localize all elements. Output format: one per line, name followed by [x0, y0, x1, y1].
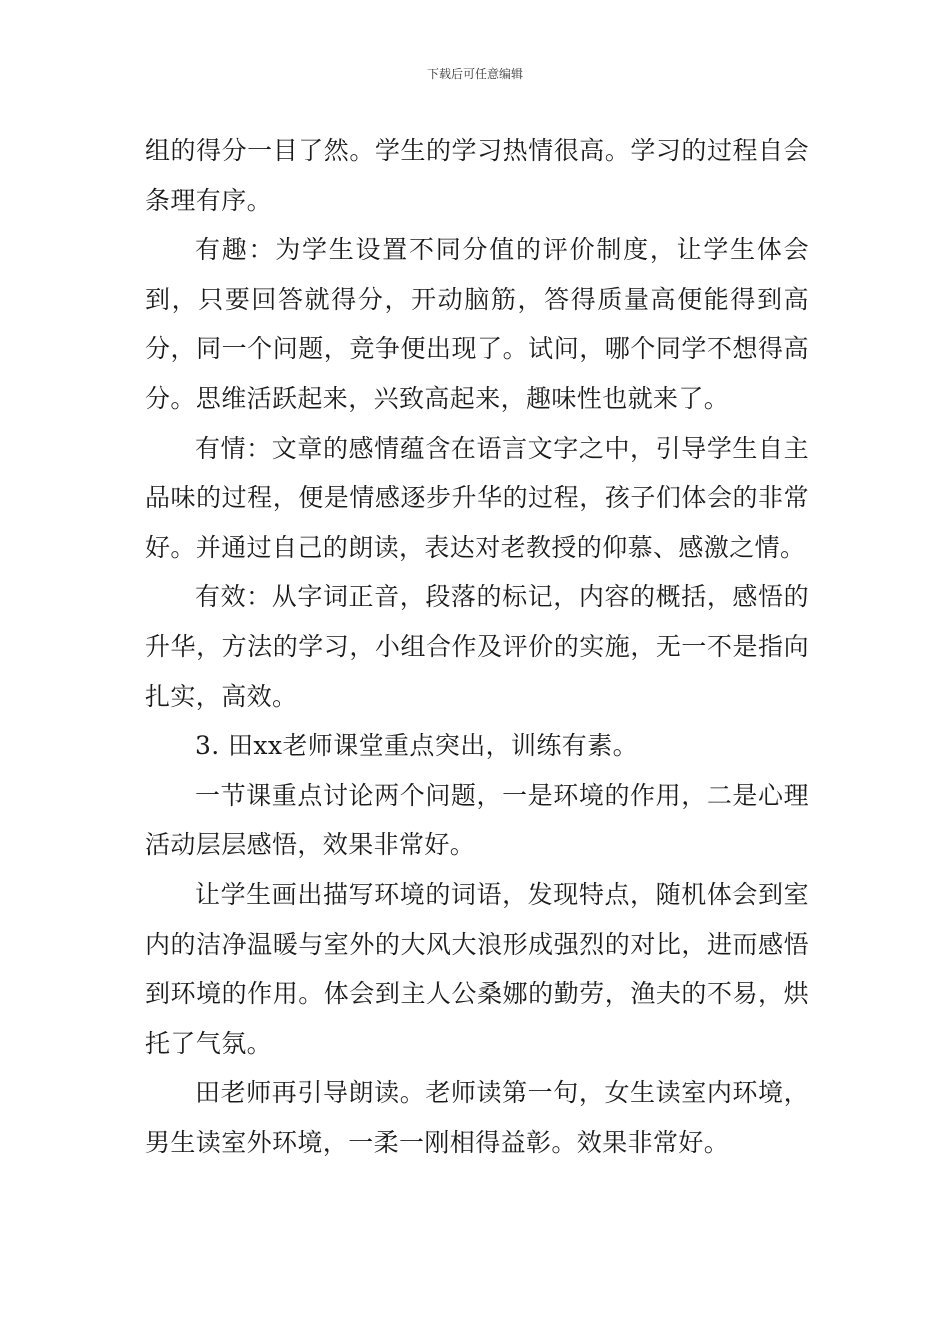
paragraph-4: 有效：从字词正音，段落的标记，内容的概括，感悟的升华，方法的学习，小组合作及评价的实施，无一不是指向扎实，高效。 — [145, 582, 809, 711]
paragraph-3: 有情：文章的感情蕴含在语言文字之中，引导学生自主品味的过程，便是情感逐步升华的过程，孩子们体会的非常好。并通过自己的朗读，表达对老教授的仰慕、感激之情。 — [145, 433, 809, 562]
paragraph-1: 组的得分一目了然。学生的学习热情很高。学习的过程自会条理有序。 — [145, 136, 809, 215]
paragraph-2: 有趣：为学生设置不同分值的评价制度，让学生体会到，只要回答就得分，开动脑筋，答得质量高便能得到高分，同一个问题，竞争便出现了。试问，哪个同学不想得高分。思维活跃起来，兴致高起来，趣味性也就来了。 — [145, 235, 809, 413]
document-body — [145, 126, 809, 1167]
paragraph-8: 田老师再引导朗读。老师读第一句，女生读室内环境，男生读室外环境，一柔一刚相得益彰。效果非常好。 — [145, 1078, 809, 1157]
paragraph-5-heading: 3. 田xx老师课堂重点突出，训练有素。 — [195, 731, 638, 761]
paragraph-7: 让学生画出描写环境的词语，发现特点，随机体会到室内的洁净温暖与室外的大风大浪形成强烈的对比，进而感悟到环境的作用。体会到主人公桑娜的勤劳，渔夫的不易，烘托了气氛。 — [145, 879, 809, 1058]
page-header: 下载后可任意编辑 — [426, 67, 523, 81]
paragraph-6: 一节课重点讨论两个问题，一是环境的作用，二是心理活动层层感悟，效果非常好。 — [145, 780, 809, 860]
